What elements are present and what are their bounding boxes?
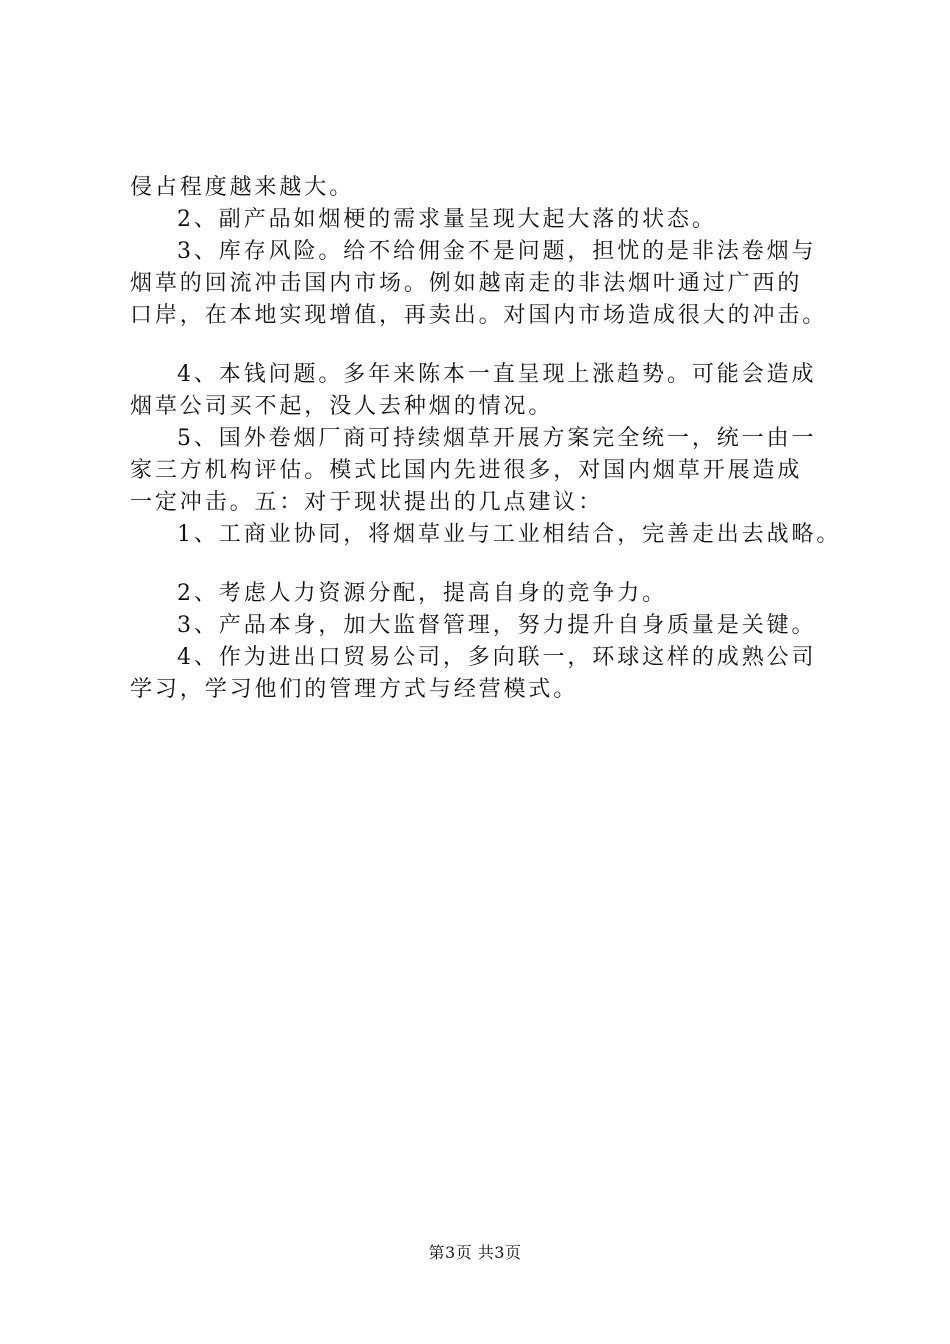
paragraph-line: 2、副产品如烟梗的需求量呈现大起大落的状态。 (177, 207, 717, 232)
paragraph-line: 4、本钱问题。多年来陈本一直呈现上涨趋势。可能会造成 (177, 362, 817, 387)
paragraph-line: 3、产品本身，加大监督管理，努力提升自身质量是关键。 (177, 613, 817, 638)
page-number-footer: 第3页 共3页 (428, 1243, 522, 1262)
paragraph-line: 5、国外卷烟厂商可持续烟草开展方案完全统一，统一由一 (177, 426, 817, 451)
paragraph-line: 3、库存风险。给不给佣金不是问题，担忧的是非法卷烟与 (177, 239, 817, 264)
paragraph-line: 1、工商业协同，将烟草业与工业相结合，完善走出去战略。 (177, 522, 842, 547)
paragraph-line: 2、考虑人力资源分配，提高自身的竞争力。 (177, 581, 667, 606)
paragraph-line: 口岸，在本地实现增值，再卖出。对国内市场造成很大的冲击。 (130, 303, 828, 328)
paragraph-line: 烟草公司买不起，没人去种烟的情况。 (130, 394, 554, 419)
paragraph-line: 学习，学习他们的管理方式与经营模式。 (130, 677, 579, 702)
paragraph-line: 侵占程度越来越大。 (130, 175, 355, 200)
paragraph-line: 烟草的回流冲击国内市场。例如越南走的非法烟叶通过广西的 (130, 271, 803, 296)
paragraph-line: 家三方机构评估。模式比国内先进很多，对国内烟草开展造成 (130, 458, 803, 483)
paragraph-line: 4、作为进出口贸易公司，多向联一，环球这样的成熟公司 (177, 645, 817, 670)
paragraph-line: 一定冲击。五：对于现状提出的几点建议： (130, 490, 604, 515)
